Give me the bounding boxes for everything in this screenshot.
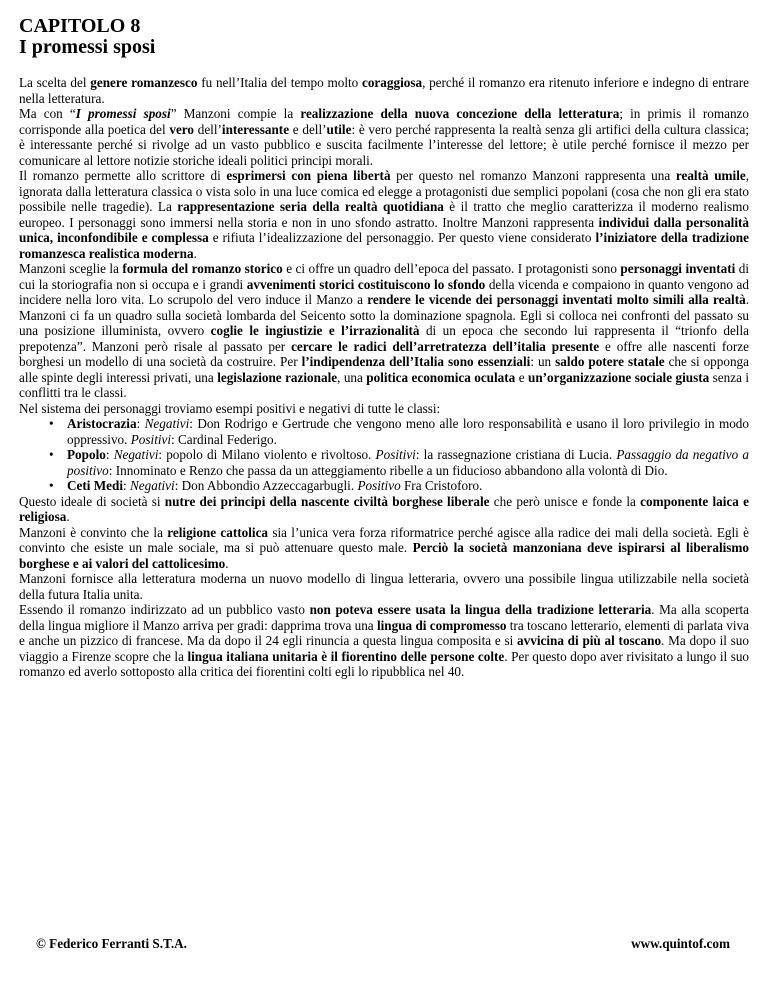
text-run: . Ma dopo il suo viaggio a Firenze scopre che la bbox=[19, 633, 749, 664]
text-run: Il romanzo permette allo scrittore di bbox=[19, 168, 227, 183]
text-run: Fra Cristoforo. bbox=[400, 478, 483, 493]
text-run: della vicenda e compaiono in quanto vengono ad incidere nella loro vita. Lo scrupolo del vero induce il Manzo a bbox=[19, 276, 749, 307]
paragraph bbox=[19, 261, 749, 401]
text-run: sia l’unica vera forza riformatrice perché agisce alla radice dei mali della società. Egli è convinto che esiste un male sociale, ma si può attenuare questo male. bbox=[19, 524, 749, 555]
paragraph bbox=[19, 401, 749, 417]
chapter-heading bbox=[19, 16, 749, 58]
text-run: : bbox=[123, 478, 130, 493]
bold-text: genere romanzesco bbox=[90, 75, 198, 90]
text-run: : popolo di Milano violento e rivoltoso. bbox=[158, 447, 376, 462]
text-run: : bbox=[105, 447, 114, 462]
text-run: è il tratto che meglio caratterizza il moderno realismo europeo. I personaggi sono immersi nella storia e non in uno sfondo astratto. Inoltre Manzoni rappresenta bbox=[19, 199, 749, 230]
text-run: ; in primis il romanzo corrisponde alla poetica del bbox=[19, 106, 749, 137]
bold-text: Popolo bbox=[67, 447, 106, 462]
text-run: e bbox=[515, 369, 528, 385]
text-run: , ignorata dalla letteratura classica o vista solo in una luce comica ed elegge a protagonisti due semplici popolani (cosa che non gli era stato possibile nelle tragedie). La bbox=[19, 168, 750, 214]
italic-text: Negativi bbox=[113, 447, 159, 462]
paragraph bbox=[19, 106, 749, 168]
chapter-title: I promessi sposi bbox=[19, 36, 156, 58]
text-run: e offre alle nascenti forze borghesi un modello di una società da costruire. Per bbox=[19, 338, 750, 369]
document-page bbox=[19, 16, 749, 680]
bold-text: formula del romanzo storico bbox=[122, 261, 283, 276]
bold-text: non poteva essere usata la lingua della tradizione letteraria bbox=[309, 602, 652, 617]
text-run: . Ma alla scoperta della lingua migliore il Manzo arriva per gradi: dapprima trova una bbox=[19, 602, 749, 633]
footer-copyright: © Federico Ferranti S.T.A. bbox=[36, 936, 187, 951]
bold-text: Ceti Medi bbox=[67, 478, 124, 493]
text-run: ” Manzoni compie la bbox=[170, 106, 301, 121]
paragraph bbox=[19, 168, 749, 261]
bold-text: esprimersi con piena libertà bbox=[226, 168, 391, 183]
text-run: e rifiuta l’idealizzazione del personaggio. Per questo viene considerato bbox=[208, 230, 596, 245]
text-run: Ma con “ bbox=[19, 106, 76, 121]
bold-text: politica economica oculata bbox=[366, 369, 516, 385]
bold-text: Perciò la società manzoniana deve ispirarsi al liberalismo borghese e ai valori del cattolicesimo bbox=[19, 540, 750, 571]
text-run: : bbox=[136, 416, 145, 431]
bold-text: personaggi inventati bbox=[620, 261, 736, 276]
bold-text: realizzazione della nuova concezione della letteratura bbox=[300, 106, 620, 121]
text-run: , una bbox=[337, 369, 367, 385]
text-run: : è vero perché rappresenta la realtà senza gli artifici della cultura classica; è interessante perché si rivolge ad un vasto pubblico e suscita facilmente l’interesse del lettore; è utile perché fornisce il mezzo per comunicare al lettore notizie storiche ideali politici principi morali. bbox=[19, 121, 749, 168]
bold-text: coglie le ingiustizie e l’irrazionalità bbox=[210, 323, 420, 338]
bold-text: vero bbox=[169, 121, 195, 137]
text-run: , perché il romanzo era ritenuto inferiore e indegno di entrare nella letteratura. bbox=[19, 75, 749, 106]
bold-text: avvicina di più al toscano bbox=[517, 633, 662, 648]
text-run: . bbox=[193, 245, 197, 261]
bold-text: utile bbox=[326, 121, 352, 137]
list-item-popolo bbox=[67, 447, 749, 478]
bold-text: componente laica e religiosa bbox=[19, 493, 749, 524]
bold-text: individui dalla personalità unica, inconfondibile e complessa bbox=[19, 214, 749, 245]
italic-text: Positivi bbox=[375, 447, 416, 462]
text-run: tra toscano letterario, elementi di parlata viva e anche un pizzico di francese. Ma da dopo il 24 egli rinuncia a questa lingua composita e si bbox=[19, 617, 749, 648]
paragraph bbox=[19, 494, 749, 525]
text-run: che però unisce e fonde la bbox=[489, 493, 641, 509]
text-run: La scelta del bbox=[19, 75, 91, 90]
bold-italic-text: I promessi sposi bbox=[75, 106, 171, 121]
text-run: : Don Abbondio Azzeccagarbugli. bbox=[174, 478, 358, 493]
text-run: Manzoni è convinto che la bbox=[19, 524, 168, 540]
text-run: : Don Rodrigo e Gertrude che vengono meno alle loro responsabilità e usano il loro privilegio in modo oppressivo. bbox=[67, 416, 749, 447]
footer-website: www.quintof.com bbox=[631, 936, 730, 951]
chapter-number: CAPITOLO 8 bbox=[19, 15, 141, 37]
italic-text: Positivo bbox=[357, 478, 401, 493]
text-run: . Manzoni ci fa un quadro sulla società lombarda del Seicento sotto la dominazione spagnola. Egli si colloca nei confronti del passato su una posizione illuminista, ovvero bbox=[19, 292, 749, 338]
text-run: Manzoni fornisce alla letteratura moderna un nuovo modello di lingua letteraria, ovvero una possibile lingua utilizzabile nella società della futura Italia unita. bbox=[19, 571, 749, 602]
bold-text: cercare le radici dell’arretratezza dell’italia presente bbox=[291, 338, 600, 354]
text-run: Nel sistema dei personaggi troviamo esempi positivi e negativi di tutte le classi: bbox=[19, 400, 441, 416]
text-run: : un bbox=[530, 354, 556, 369]
character-class-list bbox=[19, 416, 749, 494]
text-run: . bbox=[225, 555, 229, 571]
bold-text: legislazione razionale bbox=[217, 369, 338, 385]
bold-text: l’iniziatore della tradizione romanzesca realistica moderna bbox=[19, 230, 749, 261]
text-run: . Per questo dopo aver rivisitato a lungo il suo romanzo ed averlo sottoposto alla critica dei fiorentini colti egli lo ripubblica nel 40. bbox=[19, 648, 750, 679]
paragraph bbox=[19, 75, 749, 106]
bold-text: religione cattolica bbox=[167, 524, 269, 540]
text-run: e dell’ bbox=[289, 121, 327, 137]
bold-text: rendere le vicende dei personaggi inventati molto simili alla realtà bbox=[367, 292, 746, 307]
italic-text: Negativi bbox=[130, 478, 175, 493]
bold-text: coraggiosa bbox=[361, 75, 423, 90]
text-run: : la rassegnazione cristiana di Lucia. bbox=[415, 447, 617, 462]
bold-text: l’indipendenza dell’Italia sono essenziali bbox=[301, 354, 531, 369]
text-run: fu nell’Italia del tempo molto bbox=[197, 75, 362, 90]
bold-text: un’organizzazione sociale giusta bbox=[527, 369, 710, 385]
text-run: senza i conflitti tra le classi. bbox=[19, 369, 750, 400]
text-run: di un epoca che secondo lui rappresenta il “trionfo della prepotenza”. Manzoni però risale al passato per bbox=[19, 323, 749, 354]
bold-text: interessante bbox=[221, 121, 290, 137]
text-run: Essendo il romanzo indirizzato ad un pubblico vasto bbox=[19, 602, 310, 617]
text-run: : Innominato e Renzo che passa da un atteggiamento ribelle a un fiducioso abbandono alla volontà di Dio. bbox=[108, 462, 668, 478]
bold-text: lingua di compromesso bbox=[376, 617, 507, 633]
paragraph bbox=[19, 571, 749, 602]
text-run: Questo ideale di società si bbox=[19, 493, 165, 509]
italic-text: Passaggio da negativo a positivo bbox=[67, 447, 749, 478]
bold-text: realtà umile bbox=[675, 168, 746, 183]
bold-text: Aristocrazia bbox=[67, 416, 137, 431]
list-item-ceti-medi bbox=[67, 478, 749, 494]
text-run: per questo nel romanzo Manzoni rappresenta una bbox=[390, 168, 676, 183]
paragraph bbox=[19, 602, 749, 680]
document-body bbox=[19, 75, 749, 680]
text-run: e ci offre un quadro dell’epoca del passato. I protagonisti sono bbox=[282, 261, 621, 276]
bold-text: nutre dei principi della nascente civiltà borghese liberale bbox=[164, 493, 490, 509]
bold-text: saldo potere statale bbox=[555, 354, 665, 369]
text-run: Manzoni sceglie la bbox=[19, 261, 123, 276]
bold-text: avvenimenti storici costituiscono lo sfondo bbox=[246, 276, 486, 292]
paragraph bbox=[19, 525, 749, 572]
text-run: dell’ bbox=[194, 121, 222, 137]
bold-text: lingua italiana unitaria è il fiorentino delle persone colte bbox=[187, 648, 505, 664]
text-run: : Cardinal Federigo. bbox=[171, 431, 277, 447]
bold-text: rappresentazione seria della realtà quotidiana bbox=[177, 199, 444, 214]
text-run: che si opponga alle spinte degli interessi privati, una bbox=[19, 354, 749, 385]
italic-text: Negativi bbox=[144, 416, 190, 431]
italic-text: Positivi bbox=[130, 431, 172, 447]
list-item-aristocrazia bbox=[67, 416, 749, 447]
text-run: . bbox=[66, 509, 70, 524]
text-run: di cui la storiografia non si occupa e i grandi bbox=[19, 261, 749, 292]
